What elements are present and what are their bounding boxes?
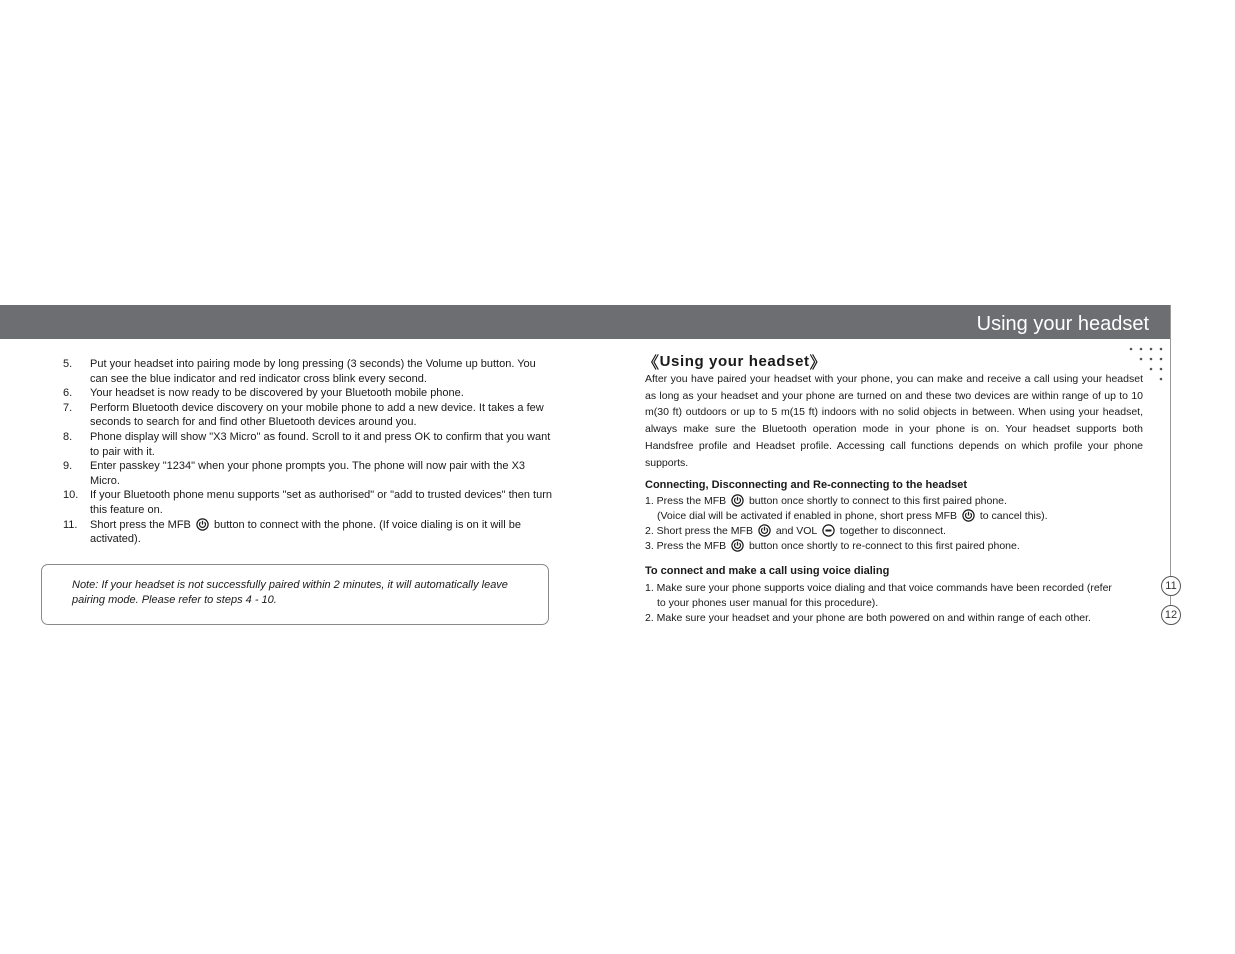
connect-line3-b: button once shortly to re-connect to this first paired phone. bbox=[748, 540, 1020, 552]
list-item bbox=[645, 509, 1165, 524]
step-text: If your Bluetooth phone menu supports "set as authorised" or "add to trusted devices" then turn this feature on. bbox=[90, 489, 553, 516]
power-icon bbox=[962, 509, 975, 522]
step-text: Your headset is now ready to be discovered by your Bluetooth mobile phone. bbox=[90, 387, 464, 400]
connect-line1-a: 1. Press the MFB bbox=[645, 495, 727, 507]
right-bracket-icon: 》 bbox=[809, 355, 827, 372]
connect-line1-sub-a: (Voice dial will be activated if enabled in phone, short press MFB bbox=[657, 510, 957, 522]
step-text bbox=[90, 518, 553, 547]
list-item bbox=[645, 539, 1165, 554]
note-text: Note: If your headset is not successfully paired within 2 minutes, it will automatically leave pairing mode. Please refer to steps 4 - 10. bbox=[72, 579, 508, 606]
voice-list bbox=[645, 581, 1165, 626]
badge-connector bbox=[1170, 596, 1171, 605]
list-item bbox=[63, 518, 553, 547]
step-text-after: button to connect with the phone. (If voice dialing is on it will be activated). bbox=[90, 518, 521, 546]
connect-heading: Connecting, Disconnecting and Re-connecting to the headset bbox=[645, 479, 968, 491]
step-text: Perform Bluetooth device discovery on your mobile phone to add a new device. It takes a few seconds to search for and find other Bluetooth devices around you. bbox=[90, 401, 544, 429]
list-item: to your phones user manual for this procedure). bbox=[657, 597, 879, 609]
list-item bbox=[645, 494, 1165, 509]
page-number-left: 11 bbox=[1161, 576, 1181, 596]
step-text: Phone display will show "X3 Micro" as found. Scroll to it and press OK to confirm that you want to pair with it. bbox=[90, 430, 551, 458]
list-item: 2. Make sure your headset and your phone are both powered on and within range of each other. bbox=[645, 612, 1091, 624]
list-item bbox=[63, 357, 553, 386]
connect-line1-sub-b: to cancel this). bbox=[979, 510, 1048, 522]
step-text-before: Short press the MFB bbox=[90, 518, 191, 531]
list-item bbox=[63, 430, 553, 459]
step-number: 10. bbox=[63, 489, 79, 502]
connect-line3-a: 3. Press the MFB bbox=[645, 540, 727, 552]
intro-paragraph: After you have paired your headset with your phone, you can make and receive a call using your headset as long as your headset and your phone are turned on and these two devices are within range of up to 10 m(30 ft) outdoors or up to 5 m(15 ft) indoors with no solid objects in between. When using your headset, always make sure the Bluetooth operation mode in your phone is on. Your headset supports both Handsfree profile and Headset profile. Accessing call functions depends on which profile your phone supports. bbox=[645, 373, 1143, 469]
note-box bbox=[41, 564, 549, 625]
power-icon bbox=[196, 518, 209, 531]
voice-heading: To connect and make a call using voice dialing bbox=[645, 565, 890, 577]
list-item bbox=[63, 401, 553, 430]
pairing-steps-list bbox=[63, 357, 553, 547]
section-heading-text: Using your headset bbox=[659, 353, 810, 370]
power-icon bbox=[758, 524, 771, 537]
list-item bbox=[63, 386, 553, 401]
step-number: 6. bbox=[63, 387, 73, 400]
step-number: 9. bbox=[63, 460, 73, 473]
step-number: 8. bbox=[63, 430, 73, 443]
list-item bbox=[645, 524, 1165, 539]
power-icon bbox=[731, 494, 744, 507]
connect-line2-b: and VOL bbox=[775, 525, 817, 537]
left-bracket-icon: 《 bbox=[643, 355, 660, 372]
volume-minus-icon bbox=[822, 524, 835, 537]
section-heading bbox=[643, 350, 826, 373]
page-title: Using your headset bbox=[976, 313, 1149, 335]
header-band bbox=[0, 305, 1171, 339]
margin-rule bbox=[1170, 305, 1171, 577]
list-item bbox=[63, 459, 553, 488]
power-icon bbox=[731, 539, 744, 552]
step-text: Put your headset into pairing mode by long pressing (3 seconds) the Volume up button. You can see the blue indicator and red indicator cross blink every second. bbox=[90, 358, 536, 385]
list-item bbox=[63, 488, 553, 517]
connect-line2-a: 2. Short press the MFB bbox=[645, 525, 753, 537]
step-number: 11. bbox=[63, 518, 78, 531]
step-number: 7. bbox=[63, 401, 73, 414]
page-number-right: 12 bbox=[1161, 605, 1181, 625]
connect-line2-c: together to disconnect. bbox=[839, 525, 946, 537]
step-text: Enter passkey "1234" when your phone prompts you. The phone will now pair with the X3 Micro. bbox=[90, 460, 526, 487]
list-item: 1. Make sure your phone supports voice dialing and that voice commands have been recorded (refer bbox=[645, 582, 1112, 594]
connect-line1-b: button once shortly to connect to this first paired phone. bbox=[748, 495, 1007, 507]
step-number: 5. bbox=[63, 358, 73, 370]
connect-list bbox=[645, 494, 1165, 554]
